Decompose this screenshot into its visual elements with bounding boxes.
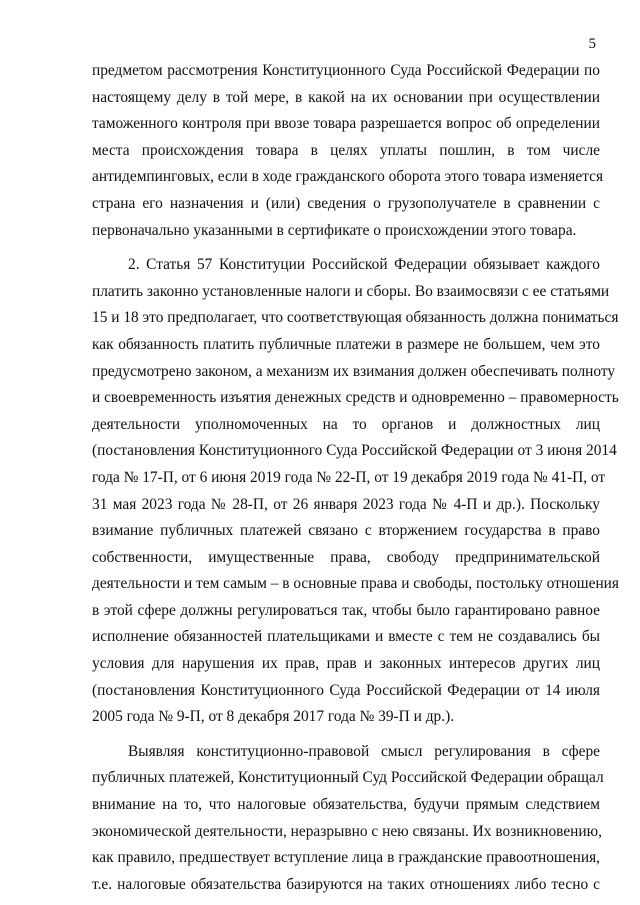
text-line: места происхождения товара в целях уплаты пошлин, в том числе [92,141,600,159]
text-line: платить законно установленные налоги и сборы. Во взаимосвязи с ее статьями [92,282,610,300]
text-line: как обязанность платить публичные платежи в размере не большем, чем это [92,335,600,353]
text-line: антидемпинговых, если в ходе гражданского оборота этого товара изменяется [92,168,604,186]
text-line: экономической деятельности, неразрывно с нею связаны. Их возникновению, [92,822,602,840]
text-line: собственности, имущественные права, свободу предпринимательской [92,548,600,566]
paragraph-gap [92,731,600,739]
text-line: страна его назначения и (или) сведения о грузополучателе в сравнении с [92,194,600,212]
document-body [92,58,619,898]
text-line: предусмотрено законом, а механизм их взимания должен обеспечивать полноту [92,362,616,380]
text-line: Выявляя конституционно-правовой смысл регулирования в сфере [128,742,600,760]
paragraph [92,739,604,899]
text-line: настоящему делу в той мере, в какой на их основании при осуществлении [92,88,600,106]
text-line: как правило, предшествует вступление лица в гражданские правоотношения, [92,849,600,867]
text-line: (постановления Конституционного Суда Российской Федерации от 14 июля [92,681,600,699]
text-line: 2. Статья 57 Конституции Российской Федерации обязывает каждого [128,256,600,274]
text-line: предметом рассмотрения Конституционного Суда Российской Федерации по [92,62,600,79]
text-line: первоначально указанными в сертификате о происхождении этого товара. [92,221,577,239]
text-line: внимание на то, что налоговые обязательства, будучи прямым следствием [92,796,600,814]
text-line: деятельности и тем самым – в основные права и свободы, постольку отношения [92,575,619,593]
page-number: 5 [588,36,596,52]
text-line: в этой сфере должны регулироваться так, чтобы было гарантировано равное [92,601,600,619]
text-line: публичных платежей, Конституционный Суд Российской Федерации обращал [92,769,604,787]
text-line: 15 и 18 это предполагает, что соответствующая обязанность должна пониматься [92,309,619,327]
text-line: 2005 года № 9-П, от 8 декабря 2017 года № 39-П и др.). [92,708,455,726]
text-line: 31 мая 2023 года № 28-П, от 26 января 2023 года № 4-П и др.). Поскольку [92,495,600,513]
text-line: года № 17-П, от 6 июня 2019 года № 22-П, от 19 декабря 2019 года № 41-П, от [92,468,606,486]
text-line: (постановления Конституционного Суда Российской Федерации от 3 июня 2014 [92,442,617,460]
text-line: условия для нарушения их прав, прав и законных интересов других лиц [92,655,600,673]
text-line: и своевременность изъятия денежных средств и одновременно – правомерность [92,389,619,407]
paragraph [92,58,604,244]
text-line: исполнение обязанностей плательщиками и вместе с тем не создавались бы [92,628,600,646]
paragraph [92,252,619,731]
text-line: т.е. налоговые обязательства базируются на таких отношениях либо тесно с [92,875,600,893]
paragraph-gap [92,244,600,252]
text-line: деятельности уполномоченных на то органов и должностных лиц [92,415,600,433]
text-line: взимание публичных платежей связано с вторжением государства в право [92,522,600,540]
text-line: таможенного контроля при ввозе товара разрешается вопрос об определении [92,115,600,133]
